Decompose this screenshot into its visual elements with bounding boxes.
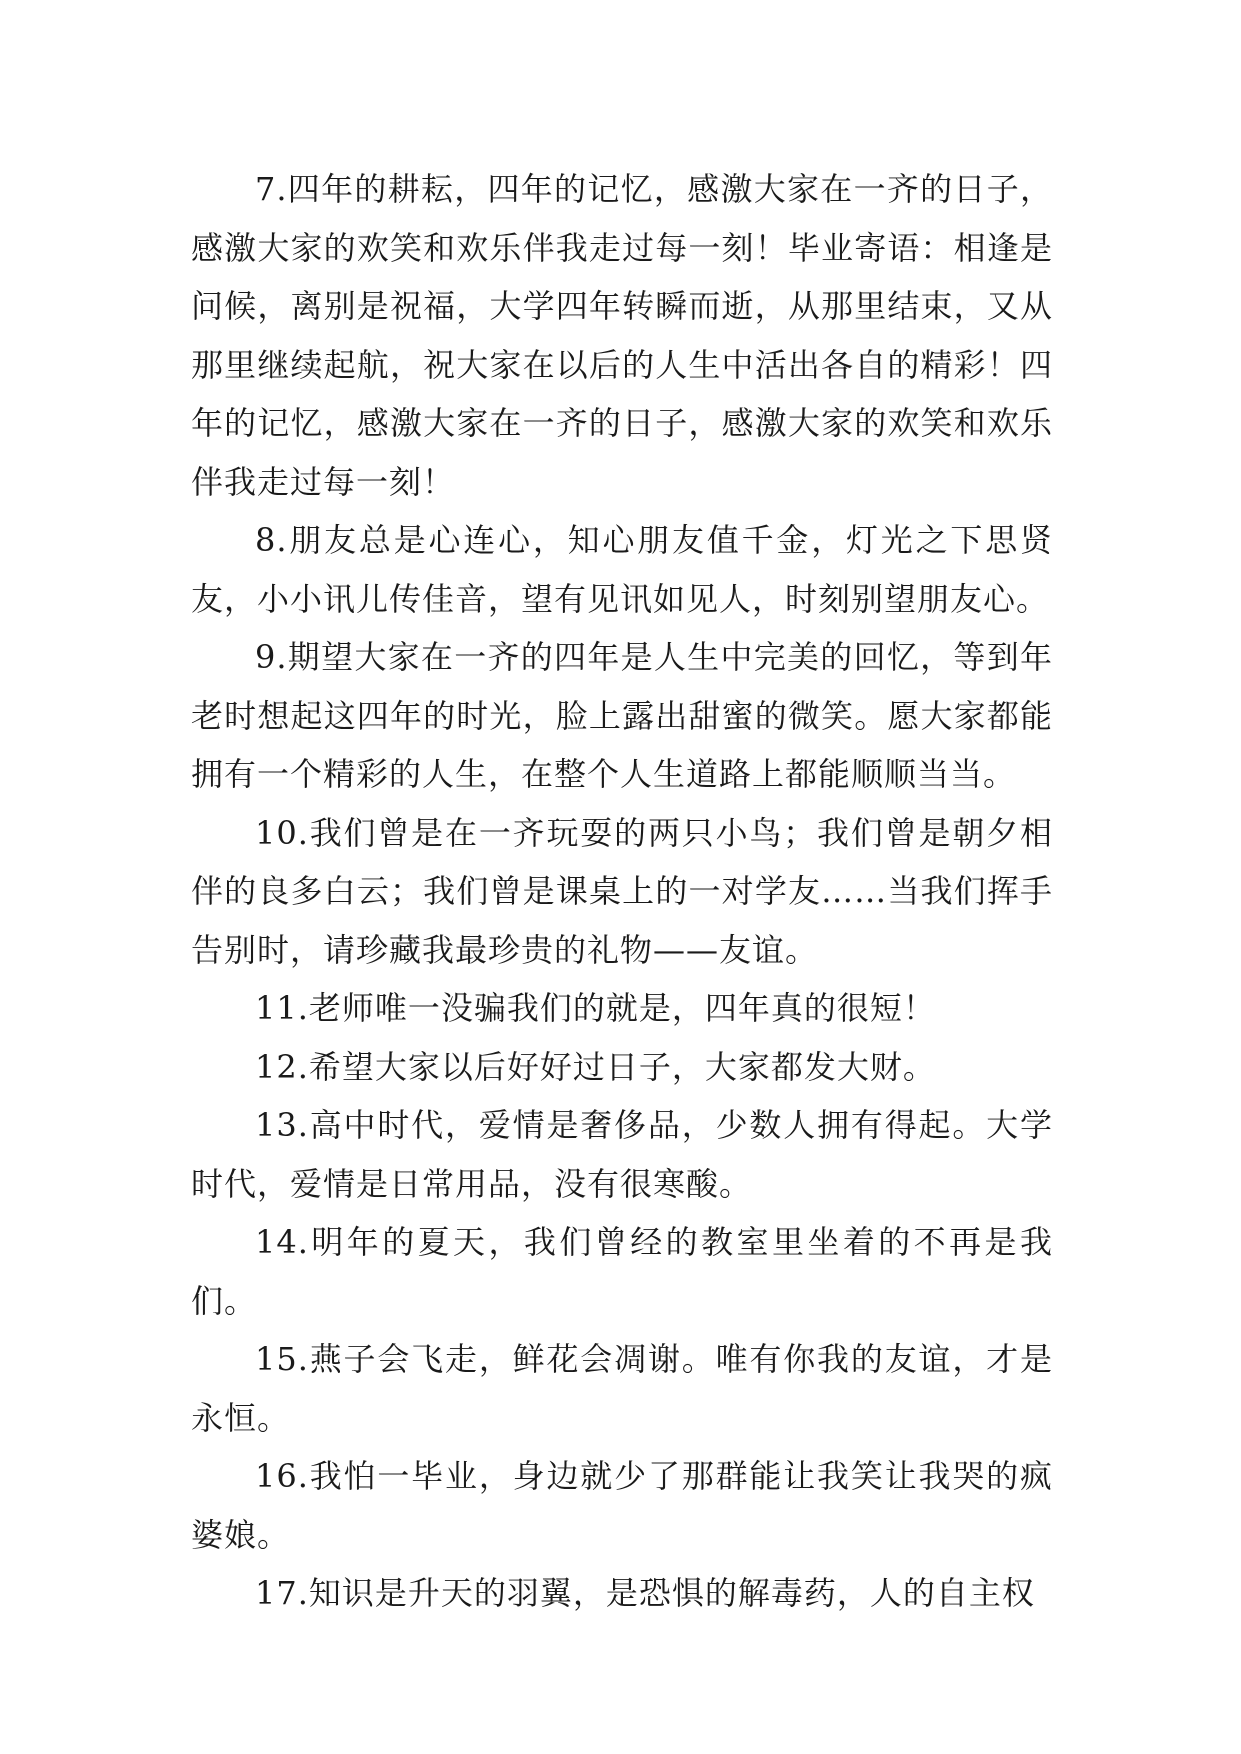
paragraph-7: 7.四年的耕耘，四年的记忆，感激大家在一齐的日子，感激大家的欢笑和欢乐伴我走过每一刻！毕业寄语：相逢是问候，离别是祝福，大学四年转瞬而逝，从那里结束，又从那里继续起航，祝大家在以后的人生中活出各自的精彩！四年的记忆，感激大家在一齐的日子，感激大家的欢笑和欢乐伴我走过每一刻！ (191, 170, 1053, 501)
paragraph-17: 17.知识是升天的羽翼，是恐惧的解毒药，人的自主权 (255, 1574, 1035, 1612)
paragraph-10: 10.我们曾是在一齐玩耍的两只小鸟；我们曾是朝夕相伴的良多白云；我们曾是课桌上的一对学友……当我们挥手告别时，请珍藏我最珍贵的礼物——友谊。 (191, 813, 1053, 969)
paragraph-15: 15.燕子会飞走，鲜花会凋谢。唯有你我的友谊，才是永恒。 (191, 1340, 1053, 1437)
paragraph-16: 16.我怕一毕业，身边就少了那群能让我笑让我哭的疯婆娘。 (191, 1457, 1053, 1554)
paragraph-14: 14.明年的夏天，我们曾经的教室里坐着的不再是我们。 (191, 1223, 1053, 1320)
paragraph-8: 8.朋友总是心连心，知心朋友值千金，灯光之下思贤友，小小讯儿传佳音，望有见讯如见人，时刻别望朋友心。 (191, 521, 1053, 618)
paragraph-13: 13.高中时代，爱情是奢侈品，少数人拥有得起。大学时代，爱情是日常用品，没有很寒酸。 (191, 1106, 1053, 1203)
paragraph-9: 9.期望大家在一齐的四年是人生中完美的回忆，等到年老时想起这四年的时光，脸上露出甜蜜的微笑。愿大家都能拥有一个精彩的人生，在整个人生道路上都能顺顺当当。 (191, 638, 1053, 793)
document-page (191, 160, 1053, 1623)
paragraph-11: 11.老师唯一没骗我们的就是，四年真的很短！ (255, 989, 936, 1027)
paragraph-12: 12.希望大家以后好好过日子，大家都发大财。 (255, 1047, 936, 1086)
